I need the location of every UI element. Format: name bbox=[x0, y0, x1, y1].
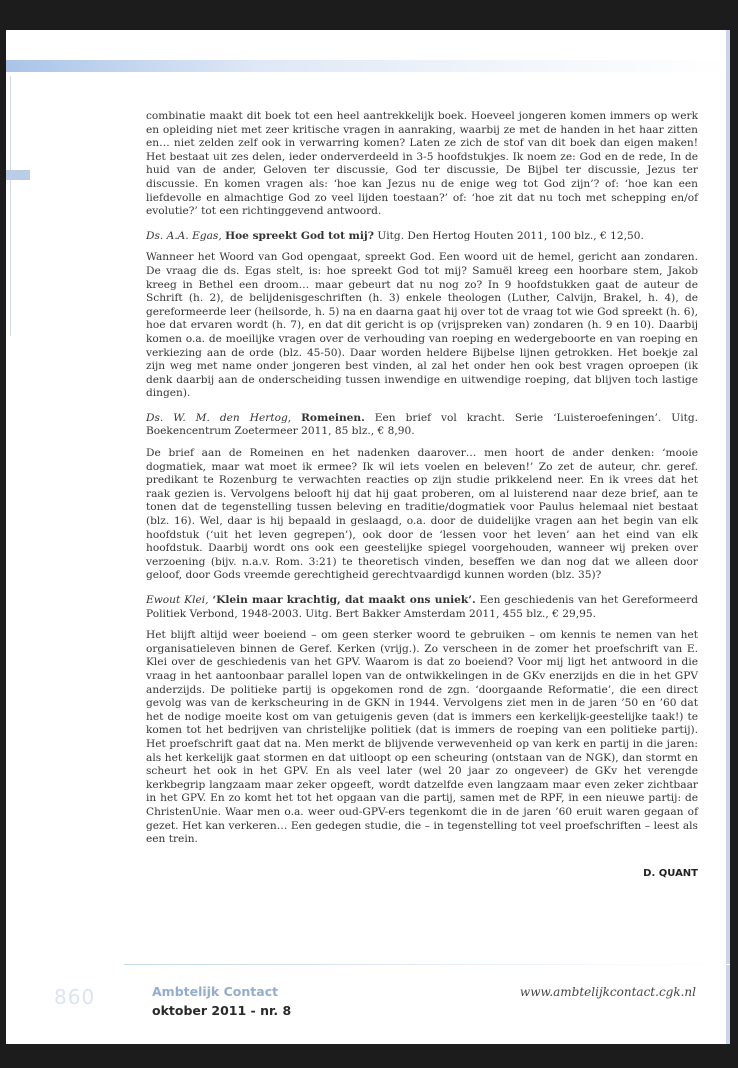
review-author: Ds. A.A. Egas, bbox=[146, 229, 222, 242]
left-margin-line bbox=[10, 76, 11, 336]
right-edge-strip bbox=[726, 30, 730, 1044]
review-title: Romeinen. bbox=[301, 411, 365, 424]
top-color-bar bbox=[6, 60, 730, 72]
review-reference bbox=[146, 230, 698, 244]
footer-magazine-title: Ambtelijk Contact bbox=[152, 984, 279, 999]
review-body: De brief aan de Romeinen en het nadenken daarover… men hoort de ander denken: ‘mooie dogmatiek, maar wat moet ik ermee? Ik wil iets voelen en beleven!’ Zo zet de auteur, chr. geref. predikant te Rozenburg te verwachten reacties op zijn studie prikkelend neer. En ik vrees dat het raak gezien is. Vervolgens belooft hij dat hij gaat proberen, om al luisterend naar deze brief, aan te tonen dat de tegenstelling tussen beleving en traditie/dogmatiek voor Paulus helemaal niet bestaat (blz. 16). Wel, daar is hij bepaald in geslaagd, o.a. door de duidelijke vragen aan het begin van elk hoofdstuk (‘uit het leven gegrepen’), ook door de ‘lessen voor het leven’ aan het eind van elk hoofdstuk. Daarbij wordt ons ook een geestelijke spiegel voorgehouden, wanneer wij preken over verzoening (bijv. n.a.v. Rom. 3:21) te theoretisch vinden, beseffen we dan nog dat we alleen door geloof, door Gods vreemde gerechtigheid gerechtvaardigd kunnen worden (blz. 35)? bbox=[146, 447, 698, 582]
review-reference bbox=[146, 412, 698, 439]
review-title: ‘Klein maar krachtig, dat maakt ons uniek’. bbox=[212, 594, 476, 606]
review-details: Een brief vol kracht. Serie ‘Luisteroefeningen’. Uitg. Boekencentrum Zoetermeer 2011, 85 blz., € 8,90. bbox=[146, 411, 698, 438]
review-body: Het blijft altijd weer boeiend – om geen sterker woord te gebruiken – om kennis te nemen van het organisatieleven binnen de Geref. Kerken (vrijg.). Zo verscheen in de zomer het proefschrift van E. Klei over de geschiedenis van het GPV. Waarom is dat zo boeiend? Voor mij ligt het antwoord in die vraag in het aantoonbaar parallel lopen van de ontwikkelingen in de GKv enerzijds en die in het GPV anderzijds. De politieke partij is opgekomen rond de zgn. ‘doorgaande Reformatie’, die een direct gevolg was van de kerkscheuring in de GKN in 1944. Vervolgens ziet men in de jaren ’50 en ’60 dat het de nodige moeite kost om van getuigenis geven (dat is immers een kerkelijk-geestelijke taak!) te komen tot het bedrijven van christelijke politiek (dat is immers de roeping van een politieke partij). Het proefschrift gaat dat na. Men merkt de blijvende verwevenheid op van kerk en partij in die jaren: als het kerkelijk gaat stormen en dat uitloopt op een scheuring (ontstaan van de NGK), dan stormt en scheurt het ook in het GPV. En als veel later (wel 20 jaar zo ongeveer) de GKv het verengde kerkbegrip langzaam maar zeker opgeeft, wordt datzelfde even langzaam maar even zeker zichtbaar in het GPV. En zo komt het tot het opgaan van die partij, samen met de RPF, in een nieuwe partij: de ChristenUnie. Waar men o.a. weer oud-GPV-ers tegenkomt die in de jaren ’60 eruit waren gegaan of gezet. Het kan verkeren… Een gedegen studie, die – in tegenstelling tot veel proefschriften – leest als een trein. bbox=[146, 629, 698, 846]
review-details: Een geschiedenis van het Gereformeerd Politiek Verbond, 1948-2003. Uitg. Bert Bakker Amsterdam 2011, 455 blz., € 29,95. bbox=[146, 594, 698, 620]
review-author: Ds. W. M. den Hertog, bbox=[146, 411, 292, 424]
review-title: Hoe spreekt God tot mij? bbox=[225, 229, 374, 242]
intro-paragraph: combinatie maakt dit boek tot een heel aantrekkelijk boek. Hoeveel jongeren komen immers op werk en opleiding niet met zeer kritische vragen in aanraking, waarbij ze met de handen in het haar zitten en… niet zelden zelf ook in verwarring komen? Laten ze zich de stof van dit boek dan eigen maken! Het bestaat uit zes delen, ieder onderverdeeld in 3-5 hoofdstukjes. Ik noem ze: God en de rede, In de huid van de ander, Geloven ter discussie, God ter discussie, De Bijbel ter discussie, Jezus ter discussie. En komen vragen als: ‘hoe kan Jezus nu de enige weg tot God zijn’? of: ‘hoe kan een liefdevolle en almachtige God zo veel lijden toestaan?’ of: ‘hoe zit dat nu toch met schepping en/of evolutie?’ tot een richtinggevend antwoord. bbox=[146, 110, 698, 218]
review-details: Uitg. Den Hertog Houten 2011, 100 blz., € 12,50. bbox=[377, 229, 644, 242]
left-margin-tab bbox=[6, 170, 30, 180]
footer-url[interactable]: www.ambtelijkcontact.cgk.nl bbox=[519, 985, 696, 999]
author-signature: D. QUANT bbox=[643, 867, 698, 879]
page bbox=[6, 30, 730, 1044]
footer-issue: oktober 2011 - nr. 8 bbox=[152, 1003, 292, 1018]
page-number: 860 bbox=[54, 985, 96, 1009]
review-reference bbox=[146, 594, 698, 621]
review-author: Ewout Klei, bbox=[146, 594, 209, 606]
review-body: Wanneer het Woord van God opengaat, spreekt God. Een woord uit de hemel, gericht aan zondaren. De vraag die ds. Egas stelt, is: hoe spreekt God tot mij? Samuël kreeg een hoorbare stem, Jakob kreeg in Bethel een droom… maar gebeurt dat nu nog zo? In 9 hoofdstukken gaat de auteur de Schrift (h. 2), de belijdenisgeschriften (h. 3) enkele theologen (Luther, Calvijn, Brakel, h. 4), de gereformeerde leer (heilsorde, h. 5) na en daarna gaat hij over tot de vraag tot wie God spreekt (h. 6), hoe dat ervaren wordt (h. 7), en dat dit gericht is op (vrijspreken van) zondaren (h. 9 en 10). Daarbij komen o.a. de moeilijke vragen over de verhouding van roeping en wedergeboorte en van roeping en verkiezing aan de orde (blz. 45-50). Daar worden heldere Bijbelse lijnen getrokken. Het boekje zal zijn weg met name onder jongeren best vinden, al zal het onder hen ook best vragen oproepen (ik denk daarbij aan de onderscheiding tussen inwendige en uitwendige roeping, dat blijven toch lastige dingen). bbox=[146, 251, 698, 400]
article-body bbox=[146, 110, 698, 880]
